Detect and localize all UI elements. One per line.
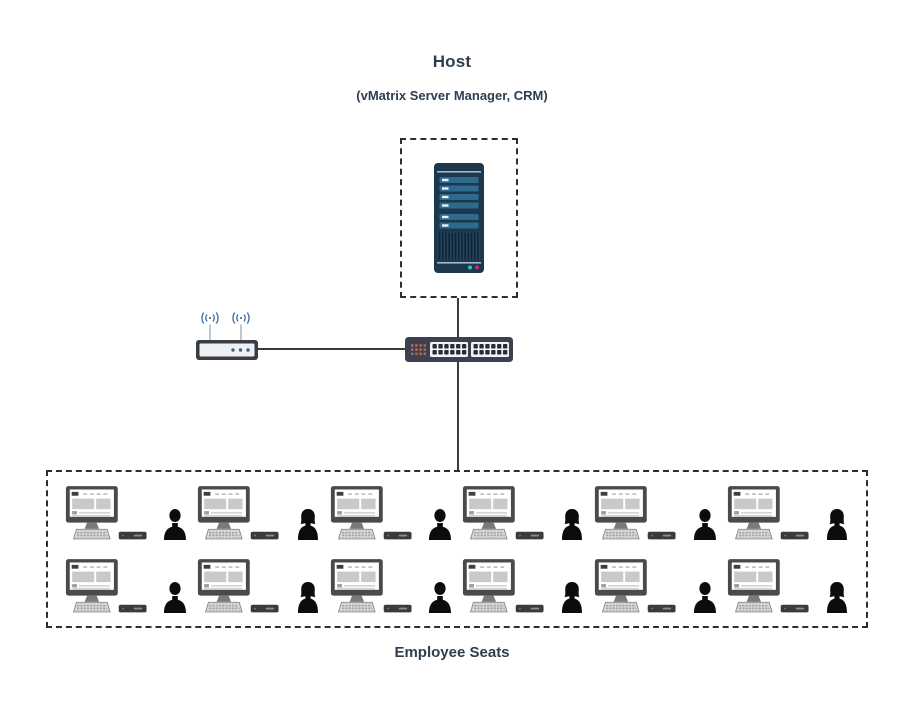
desktop-workstation-icon: [196, 558, 292, 614]
desktop-pc-box-icon: [648, 605, 676, 613]
server-status-led: [475, 266, 479, 270]
desktop-workstation-icon: [726, 558, 822, 614]
employee-seat: [589, 482, 721, 543]
desktop-pc-box-icon: [119, 605, 147, 613]
desktop-workstation-icon: [461, 558, 557, 614]
male-user-icon: [692, 581, 718, 613]
desktop-workstation-icon: [196, 485, 292, 541]
server-tower-icon: [434, 163, 484, 273]
desktop-workstation-icon: [329, 485, 425, 541]
desktop-pc-box-icon: [119, 532, 147, 540]
monitor-icon: [463, 559, 515, 602]
employee-seats-boundary: [46, 470, 868, 628]
employee-seat: [589, 555, 721, 616]
keyboard-icon: [338, 602, 374, 612]
keyboard-icon: [338, 529, 374, 539]
monitor-icon: [728, 486, 780, 529]
employee-seat: [457, 555, 589, 616]
desktop-pc-box-icon: [780, 605, 808, 613]
keyboard-icon: [471, 602, 507, 612]
employee-seat: [325, 482, 457, 543]
wireless-access-point-icon: [196, 308, 262, 362]
keyboard-icon: [206, 529, 242, 539]
employee-seat: [192, 555, 324, 616]
employee-seats-label: Employee Seats: [394, 644, 510, 661]
monitor-icon: [331, 486, 383, 529]
desktop-workstation-icon: [329, 558, 425, 614]
host-subtitle: (vMatrix Server Manager, CRM): [356, 88, 548, 103]
keyboard-icon: [603, 602, 639, 612]
monitor-icon: [198, 559, 250, 602]
desktop-workstation-icon: [593, 558, 689, 614]
female-user-icon: [559, 581, 585, 613]
monitor-icon: [595, 486, 647, 529]
keyboard-icon: [74, 529, 110, 539]
employee-seats-grid: [48, 472, 866, 626]
monitor-icon: [463, 486, 515, 529]
desktop-pc-box-icon: [780, 532, 808, 540]
female-user-icon: [295, 508, 321, 540]
male-user-icon: [162, 508, 188, 540]
desktop-pc-box-icon: [251, 532, 279, 540]
desktop-workstation-icon: [593, 485, 689, 541]
connector-server-to-seats: [457, 298, 459, 470]
desktop-workstation-icon: [461, 485, 557, 541]
keyboard-icon: [603, 529, 639, 539]
host-title: Host: [432, 52, 472, 71]
monitor-icon: [331, 559, 383, 602]
desktop-pc-box-icon: [383, 532, 411, 540]
monitor-icon: [198, 486, 250, 529]
host-server-boundary: [400, 138, 518, 298]
male-user-icon: [692, 508, 718, 540]
monitor-icon: [595, 559, 647, 602]
monitor-icon: [66, 559, 118, 602]
keyboard-icon: [74, 602, 110, 612]
desktop-pc-box-icon: [516, 605, 544, 613]
employee-seat: [722, 482, 854, 543]
female-user-icon: [824, 508, 850, 540]
keyboard-icon: [735, 602, 771, 612]
employee-seat: [722, 555, 854, 616]
desktop-pc-box-icon: [516, 532, 544, 540]
monitor-icon: [66, 486, 118, 529]
wifi-signal-icon: [233, 313, 249, 324]
connector-router-to-switch: [256, 348, 408, 350]
desktop-workstation-icon: [726, 485, 822, 541]
monitor-icon: [728, 559, 780, 602]
desktop-pc-box-icon: [648, 532, 676, 540]
network-switch-24-port-icon: [405, 337, 513, 362]
employee-seat: [60, 555, 192, 616]
desktop-workstation-icon: [64, 485, 160, 541]
server-power-led: [468, 266, 472, 270]
employee-seat: [325, 555, 457, 616]
desktop-workstation-icon: [64, 558, 160, 614]
keyboard-icon: [735, 529, 771, 539]
keyboard-icon: [471, 529, 507, 539]
female-user-icon: [295, 581, 321, 613]
desktop-pc-box-icon: [383, 605, 411, 613]
employee-seat: [192, 482, 324, 543]
keyboard-icon: [206, 602, 242, 612]
employee-seat: [457, 482, 589, 543]
wifi-signal-icon: [202, 313, 218, 324]
male-user-icon: [427, 508, 453, 540]
employee-seat: [60, 482, 192, 543]
desktop-pc-box-icon: [251, 605, 279, 613]
male-user-icon: [162, 581, 188, 613]
male-user-icon: [427, 581, 453, 613]
female-user-icon: [559, 508, 585, 540]
female-user-icon: [824, 581, 850, 613]
